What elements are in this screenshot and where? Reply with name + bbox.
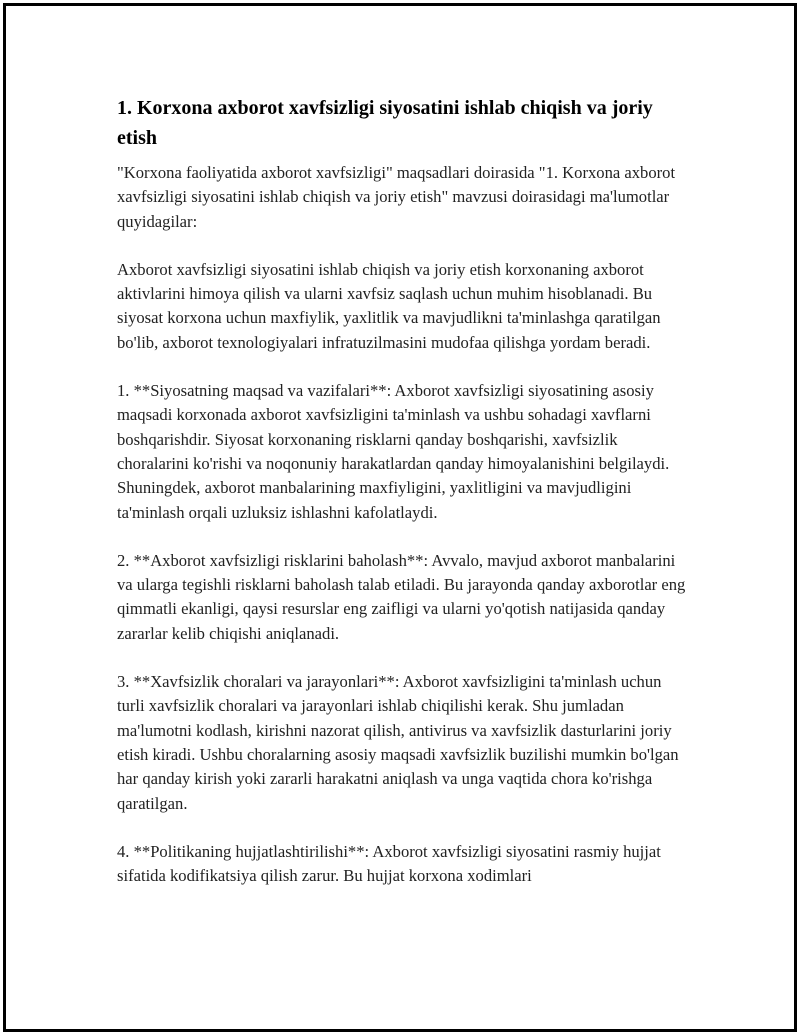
document-body: [117, 93, 687, 912]
section-4-paragraph: 4. **Politikaning hujjatlashtirilishi**: Axborot xavfsizligi siyosatini rasmiy hujjat sifatida kodifikatsiya qilish zarur. Bu hujjat korxona xodimlari: [117, 841, 661, 886]
overview-paragraph: Axborot xavfsizligi siyosatini ishlab chiqish va joriy etish korxonaning axborot aktivlarini himoya qilish va ularni xavfsiz saqlash uchun muhim hisoblanadi. Bu siyosat korxona uchun maxfiylik, yaxlitlik va mavjudlikni ta'minlashga qaratilgan bo'lib, axborot texnologiyalari infratuzilmasini mudofaa qilishga yordam beradi.: [117, 259, 661, 352]
section-3-paragraph: 3. **Xavfsizlik choralari va jarayonlari**: Axborot xavfsizligini ta'minlash uchun turli xavfsizlik choralari va jarayonlari ishlab chiqilishi kerak. Shu jumladan ma'lumotni kodlash, kirishni nazorat qilish, antivirus va xavfsizlik dasturlarini joriy etish kiradi. Ushbu choralarning asosiy maqsadi xavfsizlik buzilishi mumkin bo'lgan har qanday kirish yoki zararli harakatni aniqlash va unga vaqtida chora ko'rishga qaratilgan.: [117, 672, 679, 813]
document-title: 1. Korxona axborot xavfsizligi siyosatini ishlab chiqish va joriy etish: [117, 97, 653, 149]
section-1-paragraph: 1. **Siyosatning maqsad va vazifalari**: Axborot xavfsizligi siyosatining asosiy maqsadi korxonada axborot xavfsizligini ta'minlash va ushbu sohadagi xavflarni boshqarishdir. Siyosat korxonaning risklarni qanday boshqarishi, xavfsizlik choralarini ko'rishi va noqonuniy harakatlardan qanday himoyalanishini belgilaydi. Shuningdek, axborot manbalarining maxfiyligini, yaxlitligini va mavjudligini ta'minlash orqali uzluksiz ishlashni kafolatlaydi.: [117, 381, 670, 522]
section-2-paragraph: 2. **Axborot xavfsizligi risklarini baholash**: Avvalo, mavjud axborot manbalarini va ularga tegishli risklarni baholash talab etiladi. Bu jarayonda qanday axborotlar eng qimmatli ekanligi, qaysi resurslar eng zaifligi va ularni yo'qotish natijasida qanday zararlar kelib chiqishi aniqlanadi.: [117, 550, 686, 643]
intro-paragraph: "Korxona faoliyatida axborot xavfsizligi" maqsadlari doirasida "1. Korxona axborot xavfsizligi siyosatini ishlab chiqish va joriy etish" mavzusi doirasidagi ma'lumotlar quyidagilar:: [117, 163, 676, 231]
